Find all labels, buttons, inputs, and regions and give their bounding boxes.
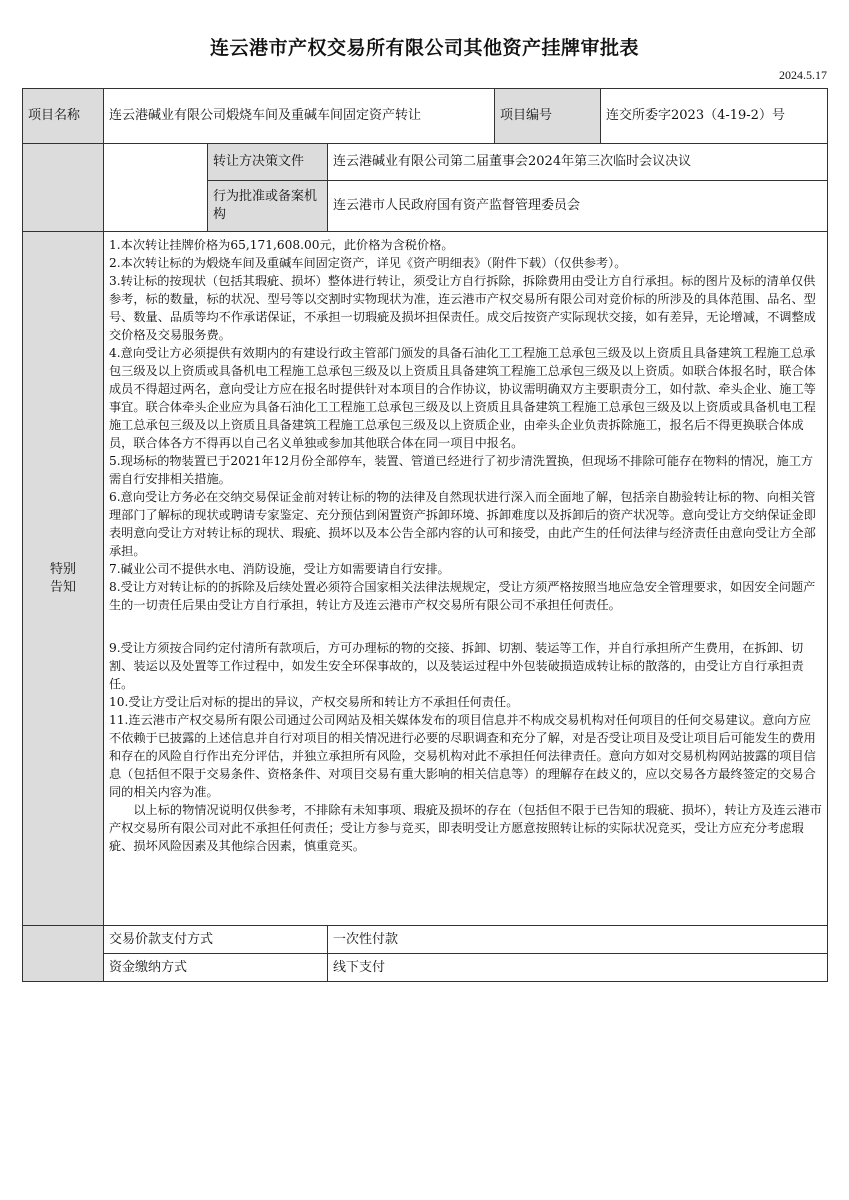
empty-label-cell-bottom: [23, 926, 104, 982]
payment-method-row: [23, 926, 828, 954]
project-name-label: 项目名称: [23, 89, 104, 144]
payment-method-value: 一次性付款: [328, 926, 828, 954]
notice-item-10: 10.受让方受让后对标的提出的异议，产权交易所和转让方不承担任何责任。: [109, 695, 519, 709]
notice-item-1: 1.本次转让挂牌价格为65,171,608.00元，此价格为含税价格。: [109, 238, 454, 252]
decision-doc-row: [23, 144, 828, 181]
notice-item-6: 6.意向受让方务必在交纳交易保证金前对转让标的物的法律及自然现状进行深入而全面地了解，包括亲自勘验转让标的物、向相关管理部门了解标的现状或聘请专家鉴定、充分预估到闲置资产拆卸环境、拆卸难度以及拆卸后的资产状况等。意向受让方交纳保证金即表明意向受让方对转让标的现状、瑕疵、损坏以及本公告全部内容的认可和接受，由此产生的任何法律与经济责任由意向受让方全部承担。: [109, 490, 816, 558]
payment-method-label: 交易价款支付方式: [104, 926, 328, 954]
approval-org-label: 行为批准或备案机构: [208, 181, 328, 232]
approval-table: [22, 88, 828, 982]
project-code-label: 项目编号: [495, 89, 601, 144]
notice-item-2: 2.本次转让标的为煅烧车间及重碱车间固定资产，详见《资产明细表》（附件下载）（仅供参考）。: [109, 256, 627, 270]
notice-item-9: 9.受让方须按合同约定付清所有款项后，方可办理标的物的交接、拆卸、切割、装运等工作，并自行承担所产生费用，在拆卸、切割、装运以及处置等工作过程中，如发生安全环保事故的，以及装运过程中外包装破损造成转让标的散落的，由受让方自行承担责任。: [109, 641, 804, 691]
fund-payment-row: [23, 954, 828, 982]
page-title: 连云港市产权交易所有限公司其他资产挂牌审批表: [209, 37, 639, 59]
notice-closing: 以上标的物情况说明仅供参考，不排除有未知事项、瑕疵及损坏的存在（包括但不限于已告知的瑕疵、损坏），转让方及连云港市产权交易所有限公司对此不承担任何责任；受让方参与竞买，即表明受让方愿意按照转让标的实际状况竞买，受让方应充分考虑瑕疵、损坏风险因素及其他综合因素，慎重竞买。: [109, 803, 822, 853]
special-notice-label: [23, 232, 104, 926]
notice-item-4: 4.意向受让方必须提供有效期内的有建设行政主管部门颁发的具备石油化工工程施工总承包三级及以上资质且具备建筑工程施工总承包三级及以上资质或具备机电工程施工总承包三级及以上资质且具备建筑工程施工总承包三级及以上资质。如联合体报名时，联合体成员不得超过两名，意向受让方应在报名时提供针对本项目的合作协议，协议需明确双方主要职责分工，如付款、牵头企业、施工等事宜。联合体牵头企业应为具备石油化工工程施工总承包三级及以上资质且具备建筑工程施工总承包三级及以上资质或具备机电工程施工总承包三级及以上资质且具备建筑工程施工总承包三级及以上资质企业，由牵头企业负责拆除施工，报名后不得更换联合体成员，联合体各方不得再以自己名义单独或参加其他联合体在同一项目中报名。: [109, 346, 816, 450]
fund-payment-value: 线下支付: [328, 954, 828, 982]
decision-doc-label: 转让方决策文件: [208, 144, 328, 181]
special-notice-label-line2: 告知: [49, 579, 76, 595]
notice-spacer: [109, 614, 822, 639]
fund-payment-label: 资金缴纳方式: [104, 954, 328, 982]
special-notice-row: [23, 232, 828, 926]
empty-cell: [104, 144, 208, 232]
empty-label-cell: [23, 144, 104, 232]
notice-item-11: 11.连云港市产权交易所有限公司通过公司网站及相关媒体发布的项目信息并不构成交易机构对任何项目的任何交易建议。意向方应不依赖于已披露的上述信息并自行对项目的相关情况进行必要的尽职调查和充分了解，对是否受让项目及受让项目后可能发生的费用和存在的风险自行作出充分评估，并独立承担所有风险，交易机构对此不承担任何法律责任。意向方如对交易机构网站披露的项目信息（包括但不限于交易条件、资格条件、对项目交易有重大影响的相关信息等）的理解存在歧义的，应以交易各方最终签定的交易合同的相关内容为准。: [109, 713, 816, 799]
project-row: [23, 89, 828, 144]
notice-item-7: 7.碱业公司不提供水电、消防设施，受让方如需要请自行安排。: [109, 562, 450, 576]
special-notice-content: [104, 232, 828, 926]
notice-item-3: 3.转让标的按现状（包括其瑕疵、损坏）整体进行转让，须受让方自行拆除，拆除费用由受让方自行承担。标的图片及标的清单仅供参考，标的数量，标的状况、型号等以交割时实物现状为准，连云港市产权交易所有限公司对竞价标的所涉及的具体范围、品名、型号、数量、品质等均不作承诺保证，不承担一切瑕疵及损坏担保责任。成交后按资产实际现状交接，如有差异，无论增减，不调整成交价格及交易服务费。: [109, 274, 816, 342]
special-notice-label-line1: 特别: [49, 561, 76, 577]
project-code-value: 连交所委字2023（4-19-2）号: [601, 89, 828, 144]
notice-item-8: 8.受让方对转让标的的拆除及后续处置必须符合国家相关法律法规规定，受让方须严格按照当地应急安全管理要求，如因安全问题产生的一切责任后果由受让方自行承担，转让方及连云港市产权交易所有限公司不承担任何责任。: [109, 580, 816, 612]
notice-item-5: 5.现场标的物装置已于2021年12月份全部停车，装置、管道已经进行了初步清洗置换，但现场不排除可能存在物料的情况，施工方需自行安排相关措施。: [109, 454, 814, 486]
form-date: 2024.5.17: [779, 68, 827, 82]
decision-doc-value: 连云港碱业有限公司第二届董事会2024年第三次临时会议决议: [328, 144, 828, 181]
approval-org-value: 连云港市人民政府国有资产监督管理委员会: [328, 181, 828, 232]
project-name-value: 连云港碱业有限公司煅烧车间及重碱车间固定资产转让: [104, 89, 495, 144]
